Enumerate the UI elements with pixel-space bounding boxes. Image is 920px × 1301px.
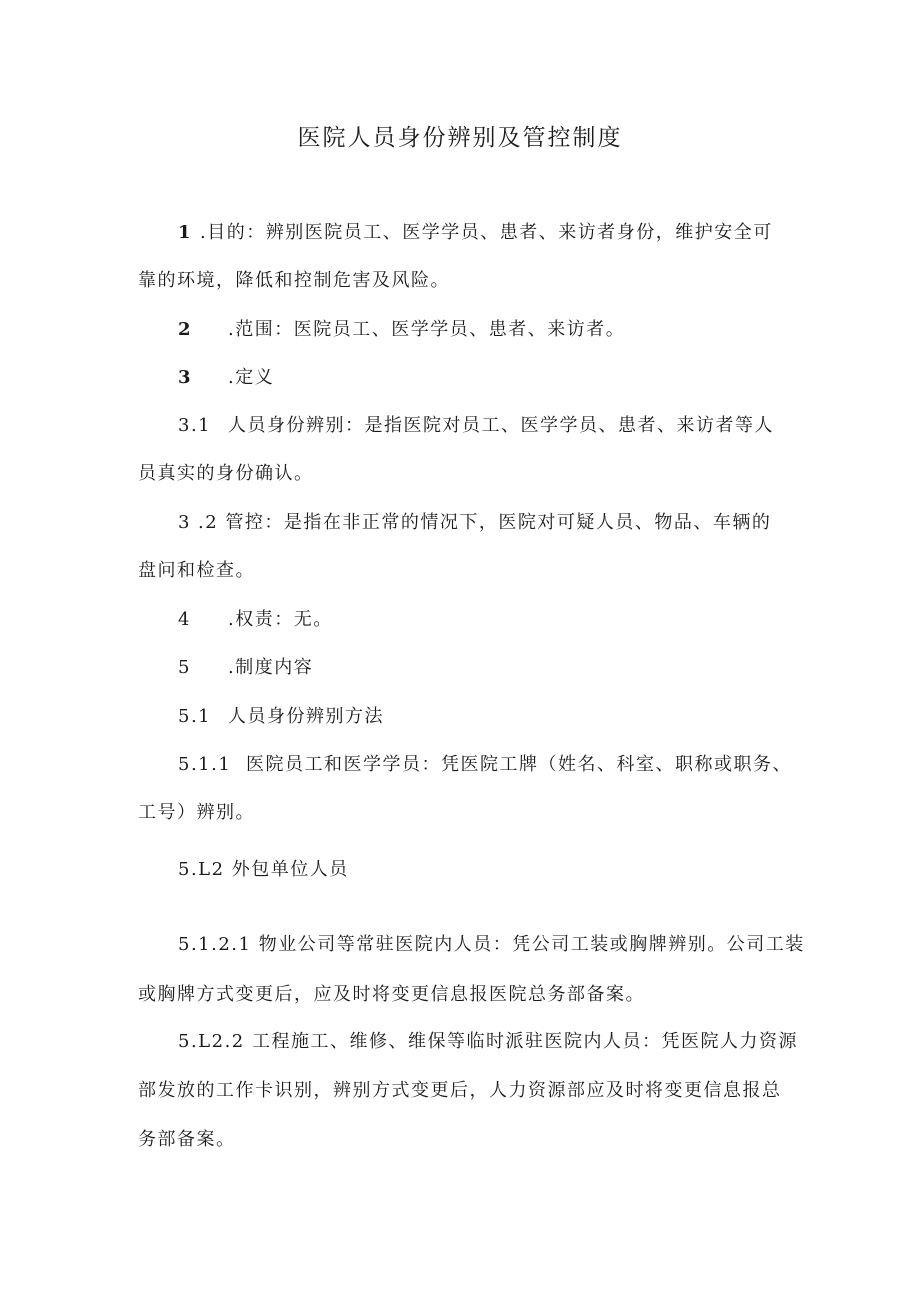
section-number: 1 — [178, 222, 193, 243]
section-text: .制度内容 — [228, 657, 314, 678]
section-number: 4 — [178, 609, 191, 630]
document-title: 医院人员身份辨别及管控制度 — [297, 125, 623, 151]
section-text: 人员身份辨别：是指医院对员工、医学学员、患者、来访者等人 — [228, 415, 774, 436]
section-text: .定义 — [228, 367, 275, 388]
section-5-1-1 — [178, 750, 792, 780]
section-3-1 — [178, 411, 774, 441]
section-2 — [178, 315, 625, 345]
section-5-1-2-2-continued-2: 务部备案。 — [138, 1129, 236, 1150]
section-5-1-2-1-continued: 或胸牌方式变更后，应及时将变更信息报医院总务部备案。 — [138, 984, 645, 1005]
section-number: 3.1 — [178, 415, 212, 436]
section-5-1-2-2: 5.L2.2 工程施工、维修、维保等临时派驻医院内人员：凭医院人力资源 — [178, 1031, 798, 1052]
section-text: 医院员工和医学学员：凭医院工牌（姓名、科室、职称或职务、 — [246, 754, 792, 775]
section-1 — [178, 218, 773, 248]
section-3-2-continued: 盘问和检查。 — [138, 560, 255, 581]
section-number: 3 — [178, 367, 193, 388]
section-4 — [178, 605, 333, 635]
section-number: 5.1 — [178, 706, 212, 727]
section-text: .目的：辨别医院员工、医学学员、患者、来访者身份，维护安全可 — [200, 222, 773, 243]
section-3-2 — [178, 508, 771, 538]
section-5-1-1-continued: 工号）辨别。 — [138, 802, 255, 823]
section-text: 人员身份辨别方法 — [228, 706, 384, 727]
section-5-1-2-2-continued: 部发放的工作卡识别，辨别方式变更后，人力资源部应及时将变更信息报总 — [138, 1080, 782, 1101]
section-5 — [178, 653, 313, 683]
section-number: 5 — [178, 657, 191, 678]
section-3 — [178, 363, 274, 393]
section-3-1-continued: 员真实的身份确认。 — [138, 463, 314, 484]
section-5-1-2: 5.L2 外包单位人员 — [178, 859, 349, 880]
section-1-continued: 靠的环境，降低和控制危害及风险。 — [138, 270, 450, 291]
section-text: .2 管控：是指在非正常的情况下，医院对可疑人员、物品、车辆的 — [198, 512, 772, 533]
section-5-1 — [178, 702, 384, 732]
section-5-1-2-1: 5.1.2.1 物业公司等常驻医院内人员：凭公司工装或胸牌辨别。公司工装 — [178, 934, 805, 955]
section-number: 5.1.1 — [178, 754, 232, 775]
section-text: .权责：无。 — [228, 609, 333, 630]
section-number: 2 — [178, 319, 193, 340]
section-number: 3 — [178, 512, 191, 533]
section-text: .范围：医院员工、医学学员、患者、来访者。 — [228, 319, 626, 340]
